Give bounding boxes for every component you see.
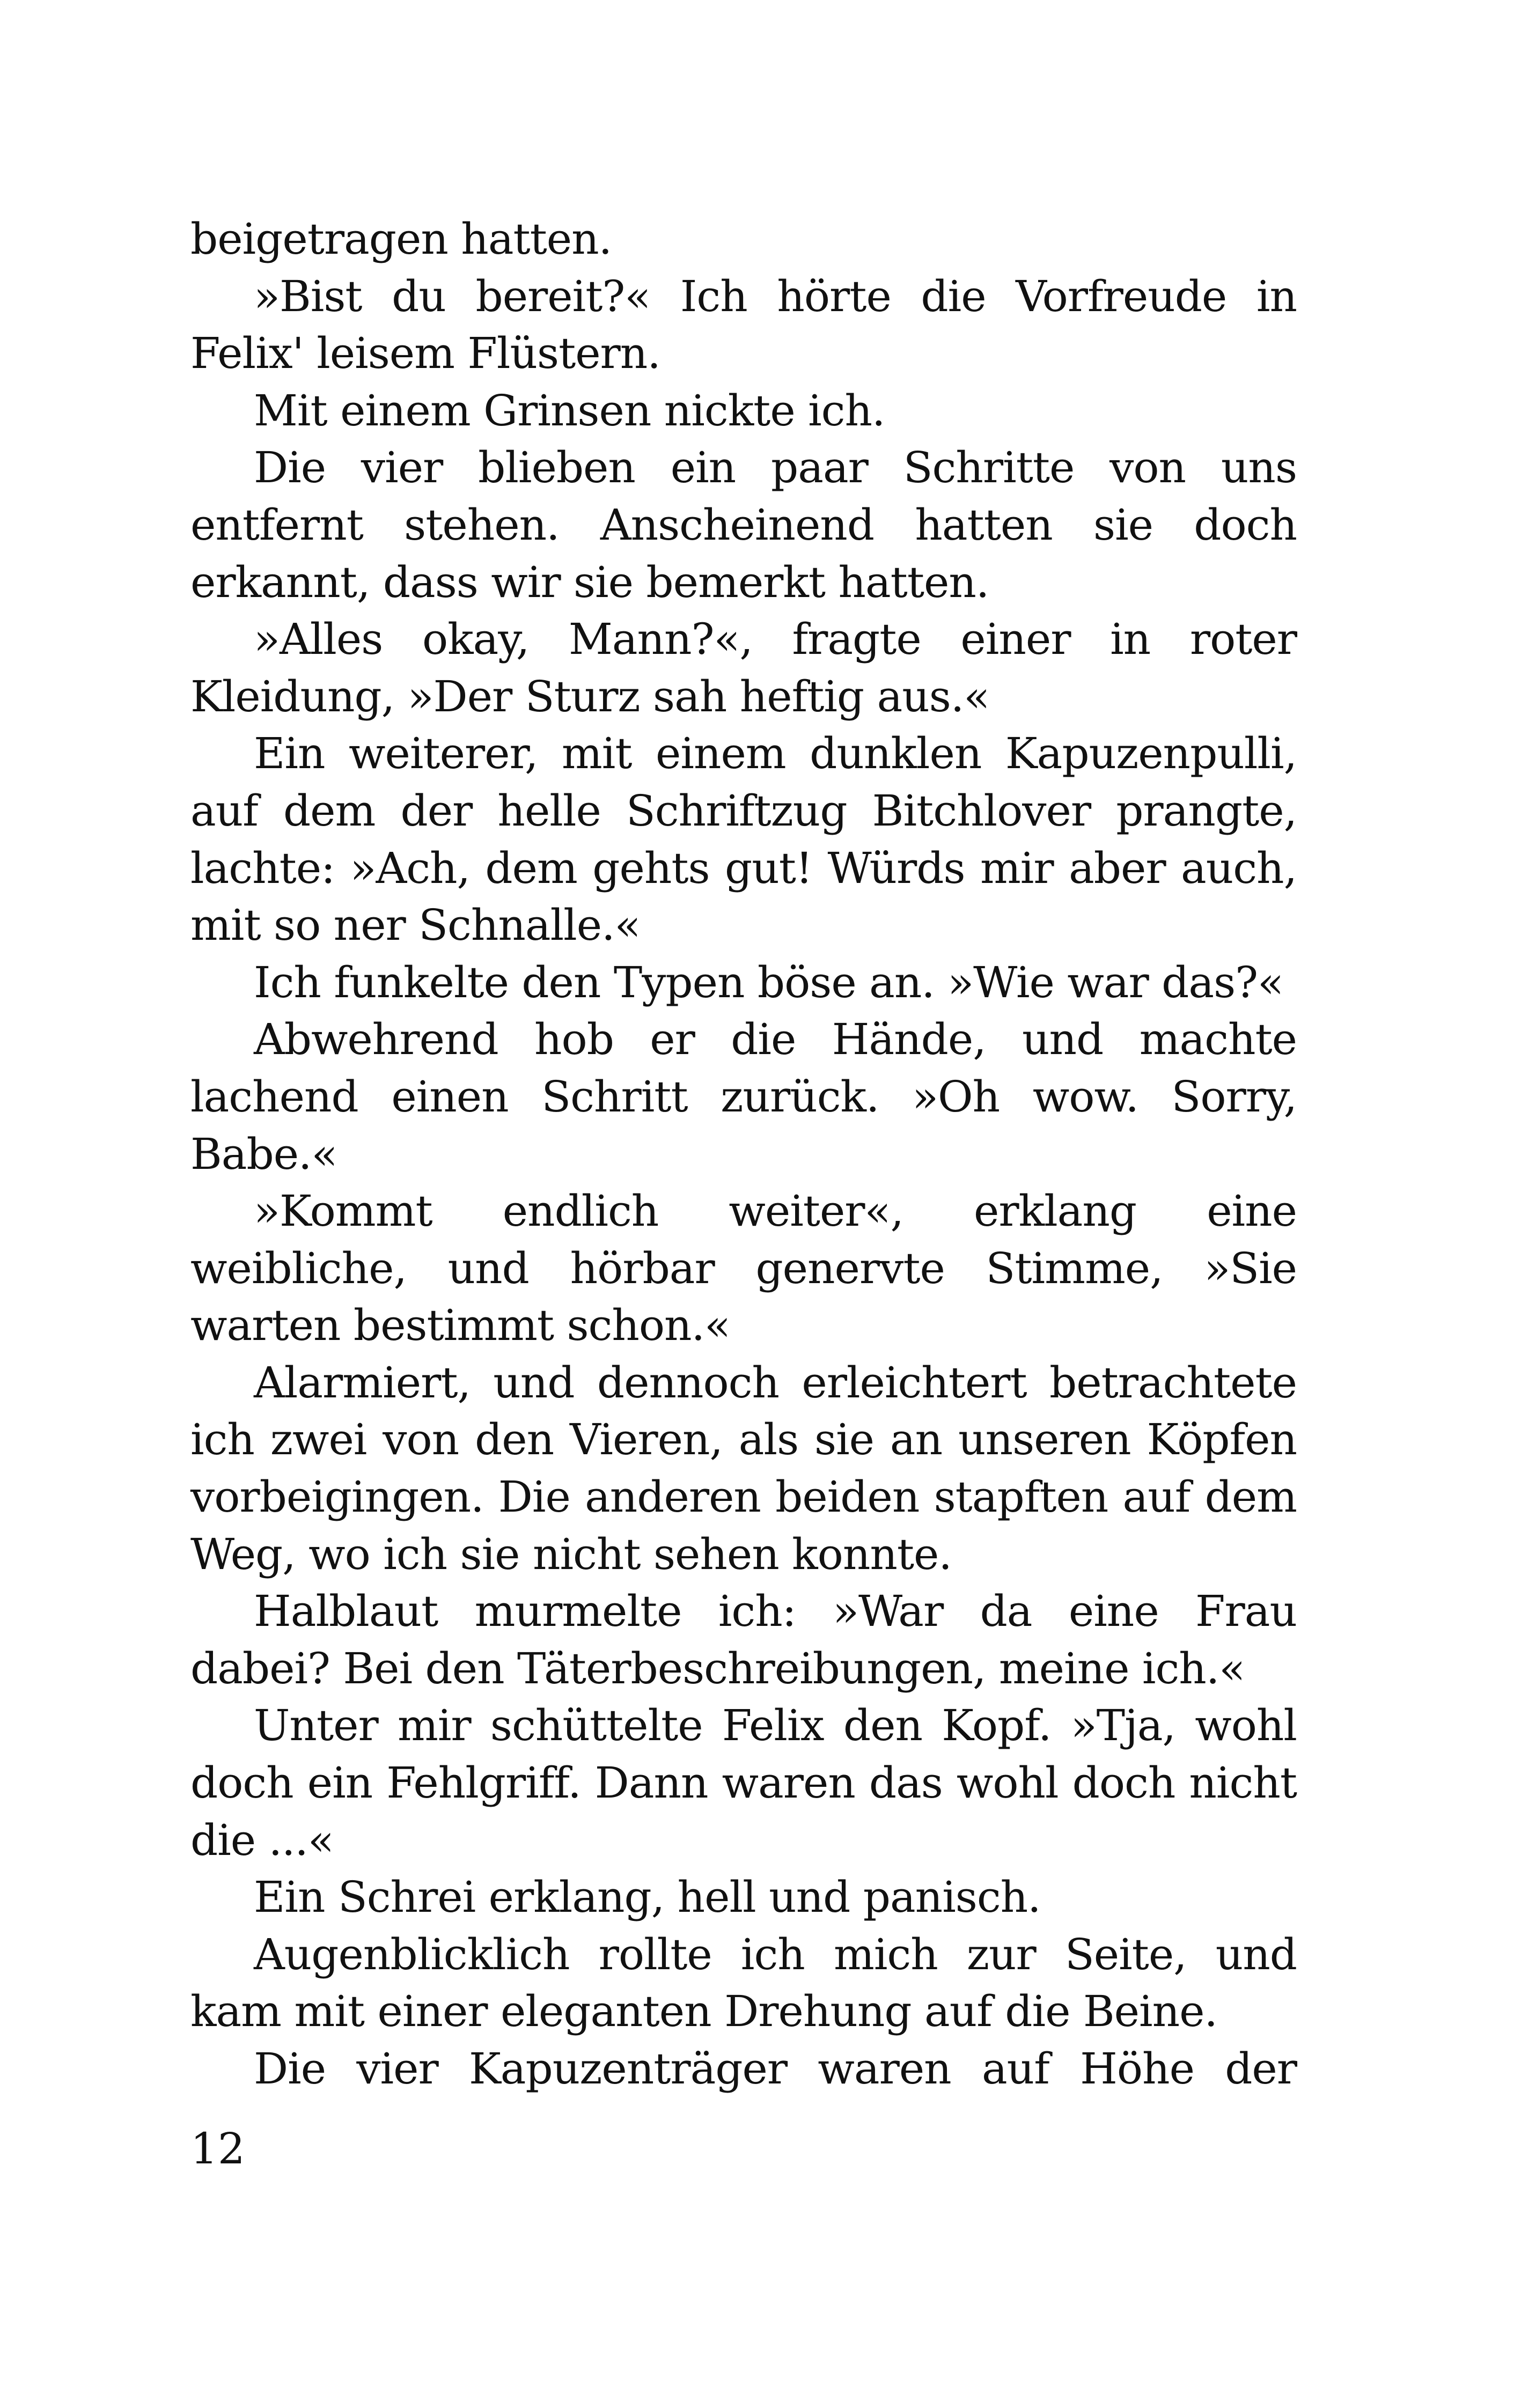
paragraph-4: Die vier blieben ein paar Schritte von uns entfernt stehen. Anscheinend hatten sie doch erkannt, dass wir sie bemerkt hatten. (190, 443, 1297, 607)
paragraph-5: »Alles okay, Mann?«, fragte einer in roter Kleidung, »Der Sturz sah heftig aus.« (190, 614, 1297, 721)
page-number: 12 (190, 2124, 245, 2174)
paragraph-1: beigetragen hatten. (190, 214, 612, 264)
paragraph-8: Abwehrend hob er die Hände, und machte lachend einen Schritt zurück. »Oh wow. Sorry, Babe.« (190, 1014, 1297, 1179)
paragraph-11: Halblaut murmelte ich: »War da eine Frau dabei? Bei den Täterbeschreibungen, meine ich.« (190, 1586, 1297, 1693)
paragraph-13: Ein Schrei erklang, hell und panisch. (254, 1872, 1041, 1923)
body-text (190, 211, 1297, 2098)
paragraph-12: Unter mir schüttelte Felix den Kopf. »Tja, wohl doch ein Fehlgriff. Dann waren das wohl doch nicht die ...« (190, 1700, 1297, 1865)
paragraph-2: »Bist du bereit?« Ich hörte die Vorfreude in Felix' leisem Flüstern. (190, 271, 1297, 379)
paragraph-14: Augenblicklich rollte ich mich zur Seite, und kam mit einer eleganten Drehung auf die Beine. (190, 1929, 1297, 2037)
paragraph-10: Alarmiert, und dennoch erleichtert betrachtete ich zwei von den Vieren, als sie an unseren Köpfen vorbeigingen. Die anderen beiden stapften auf dem Weg, wo ich sie nicht sehen konnte. (190, 1357, 1297, 1579)
paragraph-3: Mit einem Grinsen nickte ich. (254, 385, 885, 436)
paragraph-6: Ein weiterer, mit einem dunklen Kapuzenpulli, auf dem der helle Schriftzug Bitchlover prangte, lachte: »Ach, dem gehts gut! Würds mir aber auch, mit so ner Schnalle.« (190, 728, 1297, 951)
paragraph-15: Die vier Kapuzenträger waren auf Höhe der (254, 2044, 1297, 2094)
paragraph-9: »Kommt endlich weiter«, erklang eine weibliche, und hörbar genervte Stimme, »Sie warten bestimmt schon.« (190, 1186, 1297, 1351)
paragraph-7: Ich funkelte den Typen böse an. »Wie war das?« (254, 957, 1283, 1007)
